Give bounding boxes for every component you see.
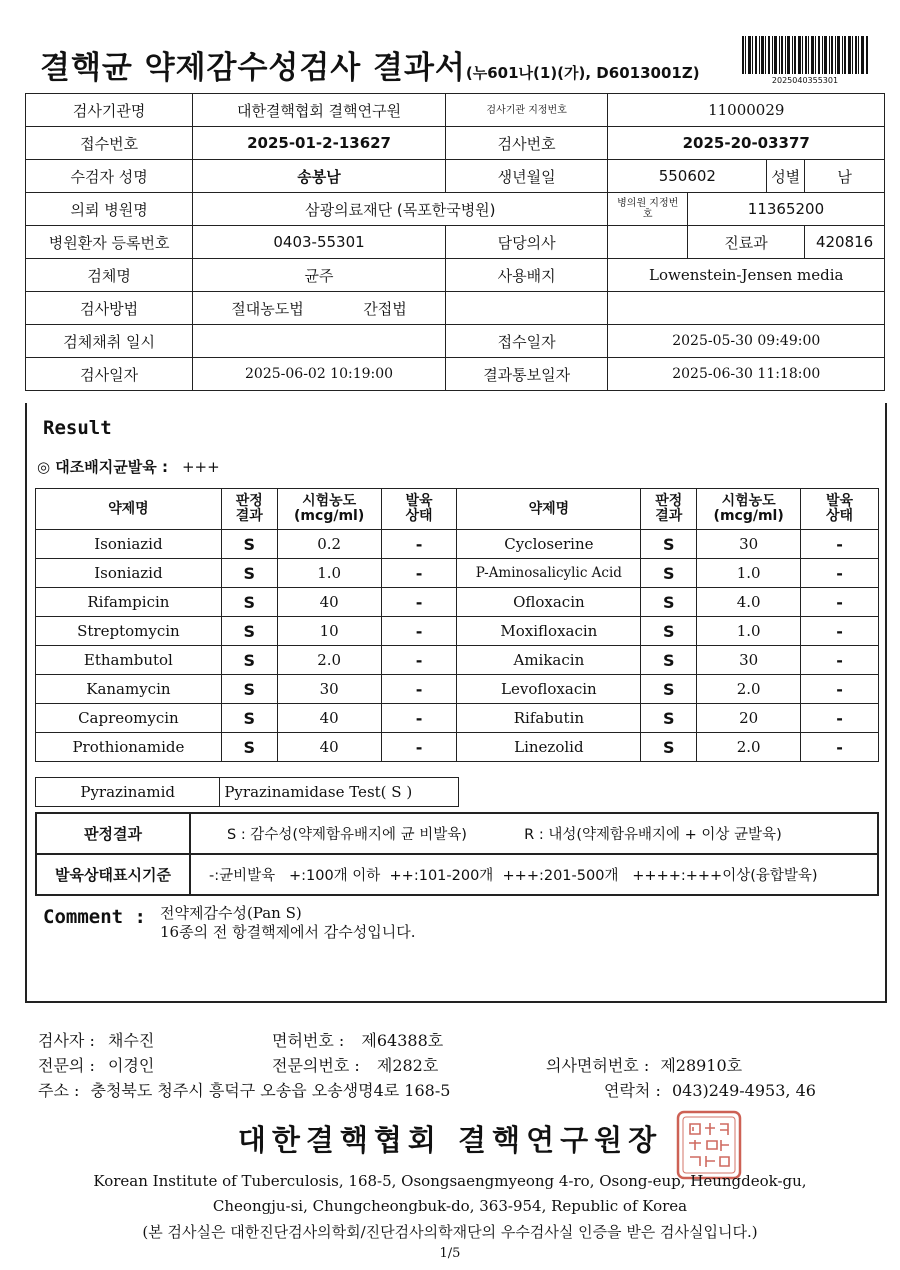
specialist-name: 이경인 bbox=[107, 1056, 155, 1075]
col-judgment-b-1: 판정 bbox=[655, 493, 683, 509]
concentration: 2.0 bbox=[277, 646, 381, 675]
judgment: S bbox=[221, 646, 277, 675]
growth: - bbox=[381, 675, 457, 704]
info-row-receipt bbox=[26, 127, 885, 160]
drug-name: Isoniazid bbox=[36, 530, 222, 559]
growth: - bbox=[381, 733, 457, 762]
specialist-line bbox=[38, 1053, 154, 1076]
lab-code: 11000029 bbox=[608, 94, 885, 127]
drug-name: Levofloxacin bbox=[457, 675, 641, 704]
info-row-specimen bbox=[26, 259, 885, 292]
report-date-label: 결과통보일자 bbox=[445, 358, 608, 391]
concentration: 10 bbox=[277, 617, 381, 646]
dept: 420816 bbox=[805, 226, 885, 259]
specialist-no-label: 전문의번호 : bbox=[272, 1056, 360, 1075]
drug-name: Isoniazid bbox=[36, 559, 222, 588]
medium-label: 사용배지 bbox=[445, 259, 608, 292]
legend-row-judgment bbox=[36, 813, 878, 854]
concentration: 4.0 bbox=[697, 588, 801, 617]
growth: - bbox=[801, 733, 879, 762]
form-code: (누601나(1)(가), D6013001Z) bbox=[465, 64, 700, 82]
patient-name: 송봉남 bbox=[193, 160, 446, 193]
info-row-patient bbox=[26, 160, 885, 193]
judgment: S bbox=[641, 733, 697, 762]
drug-name: Prothionamide bbox=[36, 733, 222, 762]
concentration: 2.0 bbox=[697, 733, 801, 762]
receipt-no: 2025-01-2-13627 bbox=[193, 127, 446, 160]
growth-legend-label: 발육상태표시기준 bbox=[36, 854, 190, 895]
report-date: 2025-06-30 11:18:00 bbox=[608, 358, 885, 391]
dept-label: 진료과 bbox=[687, 226, 804, 259]
table-row bbox=[36, 530, 879, 559]
growth: - bbox=[381, 704, 457, 733]
growth: - bbox=[381, 559, 457, 588]
concentration: 30 bbox=[697, 646, 801, 675]
growth: - bbox=[801, 617, 879, 646]
drug-name: Cycloserine bbox=[457, 530, 641, 559]
sex-label: 성별 bbox=[767, 160, 805, 193]
hospital-code-label: 병의원 지정번호 bbox=[608, 193, 687, 226]
growth: - bbox=[801, 704, 879, 733]
judgment: S bbox=[641, 559, 697, 588]
growth: - bbox=[801, 530, 879, 559]
growth: - bbox=[381, 617, 457, 646]
judgment: S bbox=[221, 559, 277, 588]
address: 충청북도 청주시 흥덕구 오송읍 오송생명4로 168-5 bbox=[90, 1081, 451, 1100]
col-judgment-b-2: 결과 bbox=[655, 508, 683, 524]
method-label: 검사방법 bbox=[26, 292, 193, 325]
license-line bbox=[272, 1028, 443, 1051]
legend-row-growth bbox=[36, 854, 878, 895]
certification-note: (본 검사실은 대한진단검사의학회/진단검사의학재단의 우수검사실 인증을 받은 검사실입니다.) bbox=[142, 1223, 758, 1241]
drug-name: Linezolid bbox=[457, 733, 641, 762]
info-row-lab bbox=[26, 94, 885, 127]
doctor bbox=[608, 226, 687, 259]
col-drug-2: 약제명 bbox=[457, 489, 641, 530]
col-drug: 약제명 bbox=[36, 489, 222, 530]
method-blank-2 bbox=[608, 292, 885, 325]
col-judgment-b bbox=[641, 489, 697, 530]
drug-name: Amikacin bbox=[457, 646, 641, 675]
col-growth-1: 발육 bbox=[405, 493, 433, 509]
doctor-license-label: 의사면허번호 : bbox=[546, 1056, 650, 1075]
info-row-method bbox=[26, 292, 885, 325]
col-growth-b-2: 상태 bbox=[826, 508, 854, 524]
pza-label: Pyrazinamid bbox=[36, 778, 220, 807]
drug-name: Ofloxacin bbox=[457, 588, 641, 617]
receive-date-label: 접수일자 bbox=[445, 325, 608, 358]
dob-label: 생년월일 bbox=[445, 160, 608, 193]
patient-reg: 0403-55301 bbox=[193, 226, 446, 259]
official-seal-icon bbox=[676, 1110, 742, 1180]
col-growth-b bbox=[801, 489, 879, 530]
concentration: 30 bbox=[697, 530, 801, 559]
method-1: 절대농도법 bbox=[231, 299, 304, 318]
col-conc bbox=[277, 489, 381, 530]
receipt-no-label: 접수번호 bbox=[26, 127, 193, 160]
doctor-license-line bbox=[546, 1053, 742, 1076]
drug-table bbox=[35, 488, 879, 762]
sex: 남 bbox=[805, 160, 885, 193]
info-row-hospital bbox=[26, 193, 885, 226]
doctor-label: 담당의사 bbox=[445, 226, 608, 259]
method-2: 간접법 bbox=[363, 299, 407, 318]
contact-label: 연락처 : bbox=[604, 1081, 661, 1100]
judgment: S bbox=[221, 733, 277, 762]
info-row-registration bbox=[26, 226, 885, 259]
lab-code-label: 검사기관 지정번호 bbox=[445, 94, 608, 127]
comment-line-2: 16종의 전 항결핵제에서 감수성입니다. bbox=[160, 923, 416, 941]
judgment-legend-label: 판정결과 bbox=[36, 813, 190, 854]
doctor-license-number: 제28910호 bbox=[660, 1056, 743, 1075]
english-address-1: Korean Institute of Tuberculosis, 168-5, Osongsaengmyeong 4-ro, Osong-eup, Heungdeok-gu, bbox=[93, 1172, 807, 1190]
test-no-label: 검사번호 bbox=[445, 127, 608, 160]
concentration: 30 bbox=[277, 675, 381, 704]
hospital-label: 의뢰 병원명 bbox=[26, 193, 193, 226]
specialist-no-line bbox=[272, 1053, 438, 1076]
col-growth-b-1: 발육 bbox=[826, 493, 854, 509]
concentration: 2.0 bbox=[697, 675, 801, 704]
contact-number: 043)249-4953, 46 bbox=[671, 1081, 816, 1100]
col-judgment bbox=[221, 489, 277, 530]
table-row bbox=[36, 588, 879, 617]
table-row bbox=[36, 617, 879, 646]
concentration: 40 bbox=[277, 704, 381, 733]
judgment: S bbox=[221, 704, 277, 733]
specimen: 균주 bbox=[193, 259, 446, 292]
address-label: 주소 : bbox=[38, 1081, 80, 1100]
concentration: 40 bbox=[277, 588, 381, 617]
judgment: S bbox=[641, 588, 697, 617]
judgment: S bbox=[641, 675, 697, 704]
specimen-label: 검체명 bbox=[26, 259, 193, 292]
judgment-legend bbox=[190, 813, 878, 854]
growth: - bbox=[801, 646, 879, 675]
col-conc-2: (mcg/ml) bbox=[294, 508, 365, 524]
col-conc-b bbox=[697, 489, 801, 530]
dob: 550602 bbox=[608, 160, 767, 193]
col-judgment-2: 결과 bbox=[235, 508, 263, 524]
info-table bbox=[25, 93, 885, 391]
drug-name: Moxifloxacin bbox=[457, 617, 641, 646]
address-line bbox=[38, 1078, 450, 1101]
tester-line bbox=[38, 1028, 154, 1051]
judgment: S bbox=[641, 530, 697, 559]
test-date: 2025-06-02 10:19:00 bbox=[193, 358, 446, 391]
tester-label: 검사자 : bbox=[38, 1031, 95, 1050]
english-address-2: Cheongju-si, Chungcheongbuk-do, 363-954, Republic of Korea bbox=[212, 1197, 688, 1215]
control-value: +++ bbox=[181, 458, 220, 476]
control-growth bbox=[37, 456, 220, 477]
lab-name: 대한결핵협회 결핵연구원 bbox=[193, 94, 446, 127]
hospital-code: 11365200 bbox=[687, 193, 884, 226]
barcode-icon bbox=[742, 36, 868, 74]
hospital: 삼광의료재단 (목포한국병원) bbox=[193, 193, 608, 226]
title-text: 결핵균 약제감수성검사 결과서 bbox=[40, 50, 466, 86]
growth: - bbox=[801, 559, 879, 588]
drug-name: Rifampicin bbox=[36, 588, 222, 617]
comment-line-1: 전약제감수성(Pan S) bbox=[160, 904, 302, 922]
col-growth-2: 상태 bbox=[405, 508, 433, 524]
growth: - bbox=[381, 530, 457, 559]
collect-date bbox=[193, 325, 446, 358]
control-label: ◎ 대조배지균발육 : bbox=[37, 458, 168, 476]
info-row-test-date bbox=[26, 358, 885, 391]
page-number: 1/5 bbox=[439, 1246, 461, 1261]
license-label: 면허번호 : bbox=[272, 1031, 345, 1050]
drug-name: Streptomycin bbox=[36, 617, 222, 646]
contact-line bbox=[604, 1078, 816, 1101]
method-blank-1 bbox=[445, 292, 608, 325]
pza-value: Pyrazinamidase Test( S ) bbox=[220, 778, 459, 807]
tester-name: 채수진 bbox=[107, 1031, 155, 1050]
judgment: S bbox=[221, 675, 277, 704]
license-number: 제64388호 bbox=[361, 1031, 444, 1050]
lab-name-label: 검사기관명 bbox=[26, 94, 193, 127]
comment-label: Comment : bbox=[43, 906, 146, 928]
receive-date: 2025-05-30 09:49:00 bbox=[608, 325, 885, 358]
col-growth bbox=[381, 489, 457, 530]
table-row bbox=[36, 704, 879, 733]
table-row bbox=[36, 646, 879, 675]
legend-table bbox=[35, 812, 879, 896]
growth: - bbox=[801, 675, 879, 704]
col-conc-b-2: (mcg/ml) bbox=[713, 508, 784, 524]
growth: - bbox=[801, 588, 879, 617]
method bbox=[193, 292, 446, 325]
judgment: S bbox=[641, 617, 697, 646]
judgment: S bbox=[221, 617, 277, 646]
judgment-s: S : 감수성(약제함유배지에 균 비발육) bbox=[227, 827, 467, 843]
drug-name: P-Aminosalicylic Acid bbox=[457, 559, 641, 588]
drug-name: Capreomycin bbox=[36, 704, 222, 733]
table-row bbox=[36, 733, 879, 762]
medium: Lowenstein-Jensen media bbox=[608, 259, 885, 292]
specialist-number: 제282호 bbox=[376, 1056, 439, 1075]
pyrazinamide-table bbox=[35, 777, 459, 807]
drug-table-header bbox=[36, 489, 879, 530]
comment-text bbox=[160, 904, 416, 942]
growth: - bbox=[381, 588, 457, 617]
judgment-r: R : 내성(약제함유배지에 + 이상 균발육) bbox=[524, 827, 782, 843]
barcode-number: 2025040355301 bbox=[771, 76, 839, 85]
judgment: S bbox=[221, 530, 277, 559]
pyrazinamide-row bbox=[36, 778, 459, 807]
drug-name: Rifabutin bbox=[457, 704, 641, 733]
concentration: 0.2 bbox=[277, 530, 381, 559]
concentration: 1.0 bbox=[697, 617, 801, 646]
institute-name: 대한결핵협회 결핵연구원장 bbox=[237, 1123, 663, 1157]
growth-legend: -:균비발육 +:100개 이하 ++:101-200개 +++:201-500개 ++++:+++이상(융합발육) bbox=[190, 854, 878, 895]
result-heading: Result bbox=[43, 417, 112, 439]
col-conc-b-1: 시험농도 bbox=[721, 493, 776, 509]
table-row bbox=[36, 559, 879, 588]
patient-reg-label: 병원환자 등록번호 bbox=[26, 226, 193, 259]
drug-name: Kanamycin bbox=[36, 675, 222, 704]
col-judgment-1: 판정 bbox=[235, 493, 263, 509]
col-conc-1: 시험농도 bbox=[302, 493, 357, 509]
concentration: 20 bbox=[697, 704, 801, 733]
judgment: S bbox=[641, 646, 697, 675]
growth: - bbox=[381, 646, 457, 675]
drug-name: Ethambutol bbox=[36, 646, 222, 675]
document-title bbox=[40, 42, 700, 87]
collect-date-label: 검체채취 일시 bbox=[26, 325, 193, 358]
judgment: S bbox=[221, 588, 277, 617]
specialist-label: 전문의 : bbox=[38, 1056, 95, 1075]
test-no: 2025-20-03377 bbox=[608, 127, 885, 160]
concentration: 1.0 bbox=[697, 559, 801, 588]
patient-name-label: 수검자 성명 bbox=[26, 160, 193, 193]
info-row-collect bbox=[26, 325, 885, 358]
concentration: 40 bbox=[277, 733, 381, 762]
judgment: S bbox=[641, 704, 697, 733]
test-date-label: 검사일자 bbox=[26, 358, 193, 391]
table-row bbox=[36, 675, 879, 704]
concentration: 1.0 bbox=[277, 559, 381, 588]
